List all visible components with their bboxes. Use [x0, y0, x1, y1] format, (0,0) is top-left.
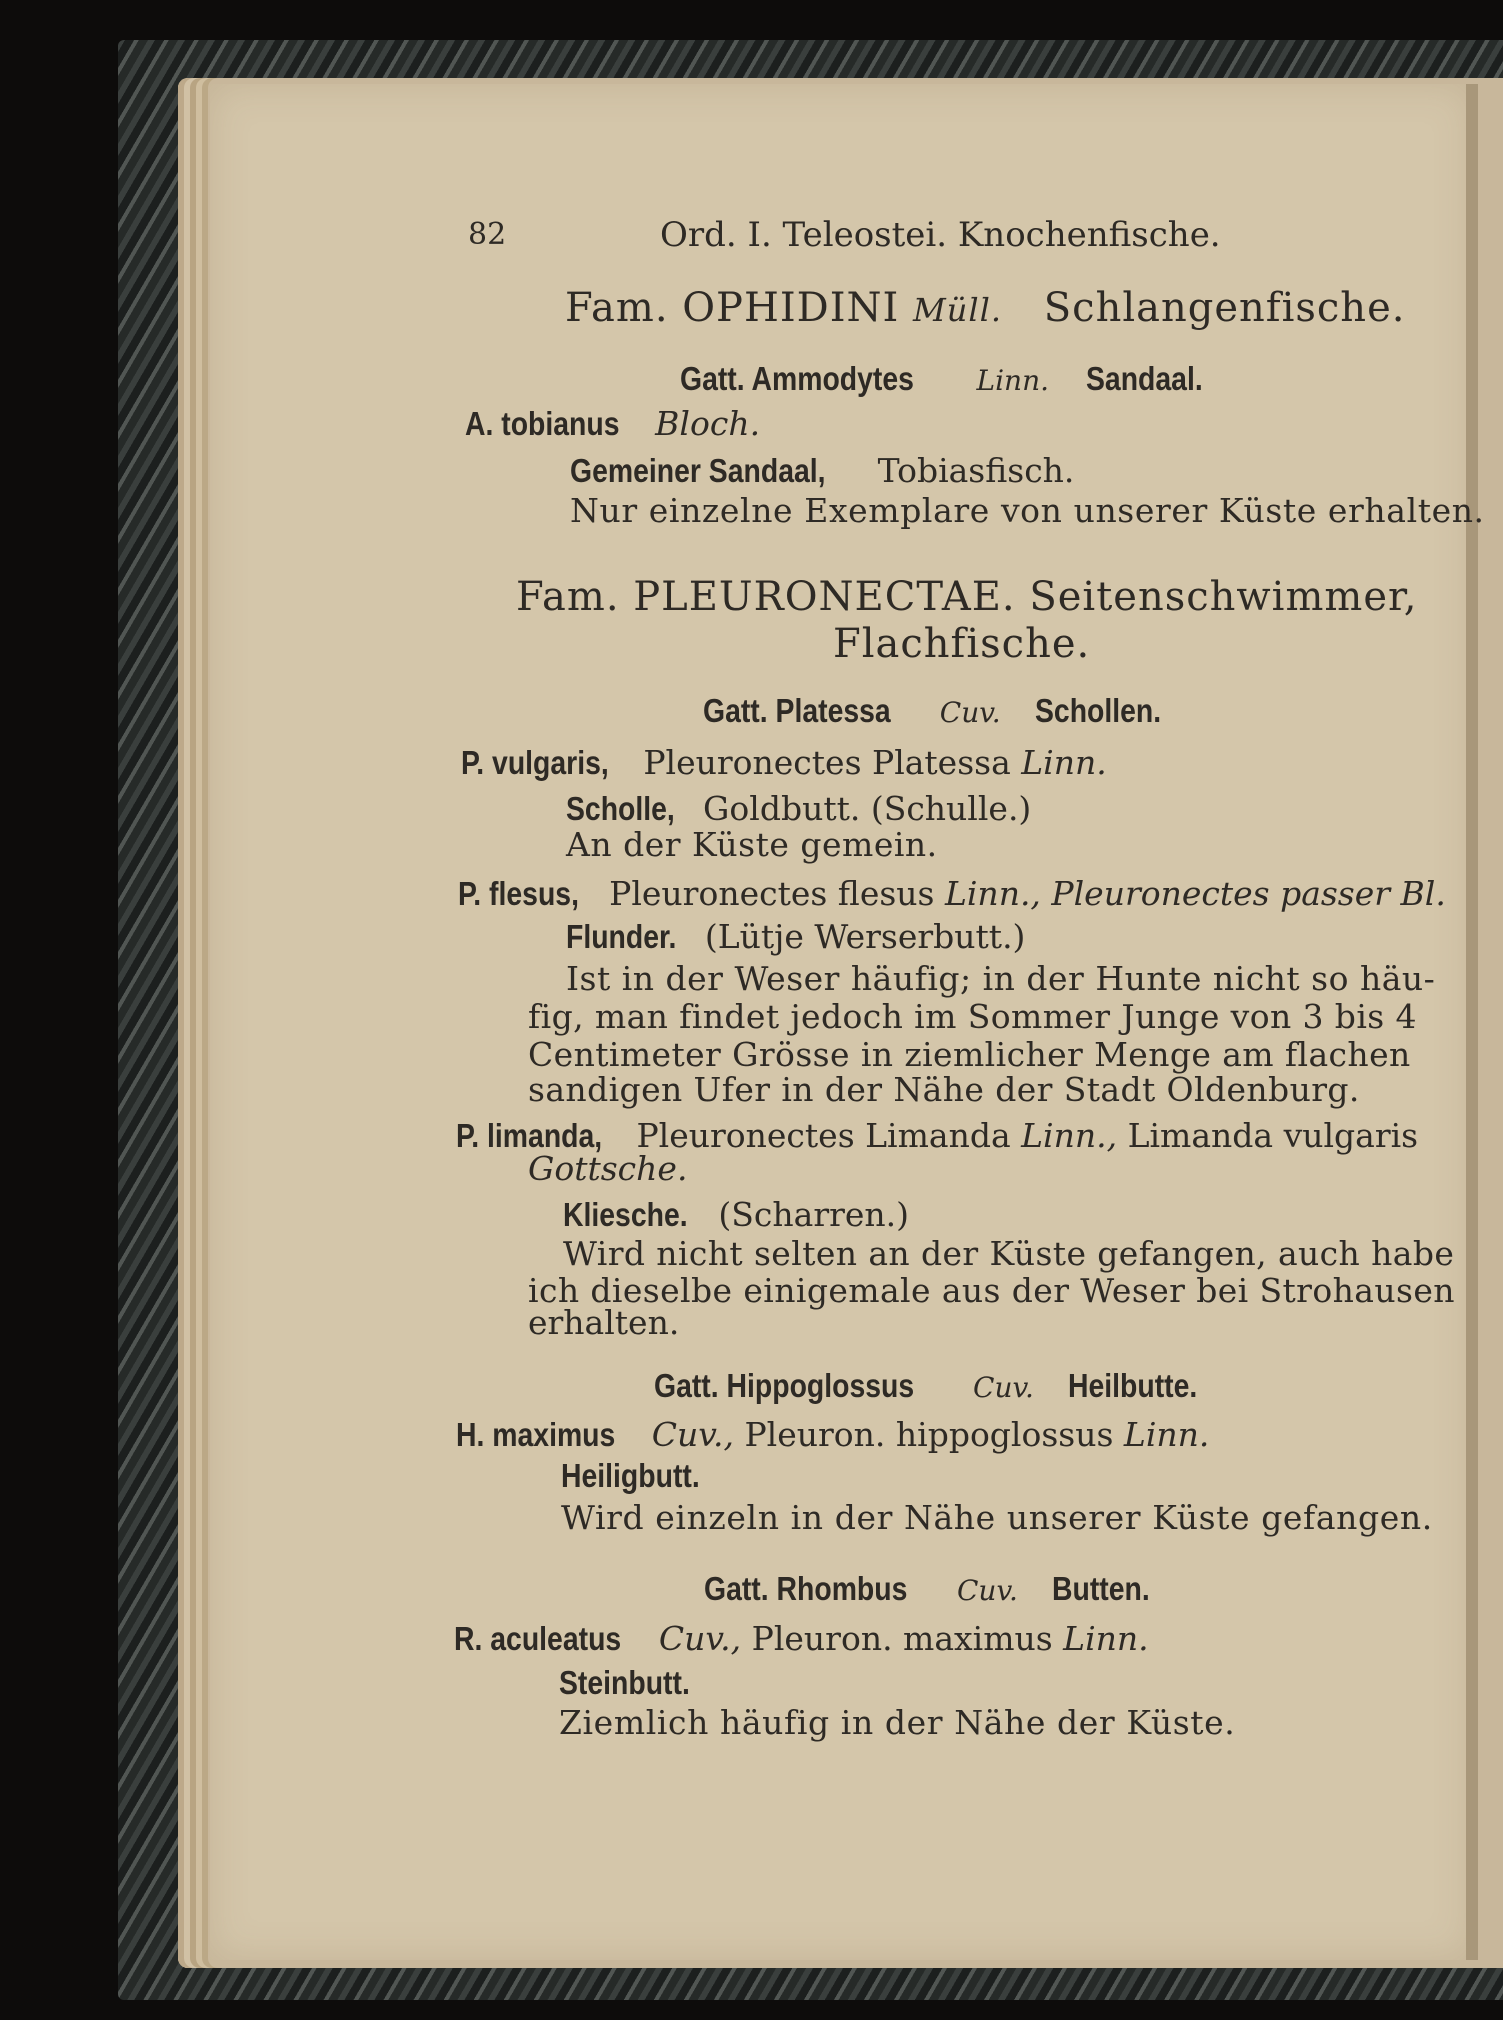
genus-heading: Gatt. Rhombus Cuv. Butten.	[704, 1570, 1151, 1607]
species-note: An der Küste gemein.	[566, 825, 938, 864]
family-heading: Fam. PLEURONECTAE. Seitenschwimmer,	[516, 574, 1418, 620]
species-entry: H. maximus Cuv., Pleuron. hippoglossus Linn.	[456, 1415, 1210, 1454]
page-number: 82	[468, 217, 507, 252]
genus-heading: Gatt. Hippoglossus Cuv. Heilbutte.	[654, 1367, 1198, 1404]
common-name-line: Heiligbutt.	[561, 1457, 700, 1494]
species-note: Ziemlich häufig in der Nähe der Küste.	[559, 1703, 1236, 1742]
species-note: Wird einzeln in der Nähe unserer Küste gefangen.	[561, 1498, 1433, 1537]
species-note: erhalten.	[528, 1303, 680, 1342]
species-note: Nur einzelne Exemplare von unserer Küste erhalten.	[570, 491, 1485, 530]
common-name-line: Gemeiner Sandaal, Tobiasfisch.	[570, 451, 1075, 490]
species-entry: P. vulgaris, Pleuronectes Platessa Linn.	[461, 743, 1107, 782]
common-name-line: Kliesche. (Scharren.)	[563, 1195, 910, 1234]
species-note: ich dieselbe einigemale aus der Weser bei Strohausen	[528, 1271, 1455, 1310]
species-entry: R. aculeatus Cuv., Pleuron. maximus Linn.	[454, 1619, 1149, 1658]
species-authority-cont: Gottsche.	[528, 1149, 688, 1188]
common-name-line: Scholle, Goldbutt. (Schulle.)	[566, 789, 1032, 828]
species-note: Ist in der Weser häufig; in der Hunte nicht so häu-	[566, 959, 1436, 998]
species-note: sandigen Ufer in der Nähe der Stadt Oldenburg.	[528, 1070, 1360, 1109]
species-note: Wird nicht selten an der Küste gefangen, auch habe	[563, 1234, 1455, 1273]
family-heading-cont: Flachfische.	[833, 621, 1091, 667]
genus-heading: Gatt. Platessa Cuv. Schollen.	[703, 692, 1162, 729]
family-heading: Fam. OPHIDINI Müll. Schlangenfische.	[565, 285, 1406, 331]
species-entry: A. tobianus Bloch.	[465, 404, 761, 443]
species-entry: P. flesus, Pleuronectes flesus Linn., Pleuronectes passer Bl.	[458, 874, 1446, 913]
species-note: Centimeter Grösse in ziemlicher Menge am flachen	[528, 1035, 1411, 1074]
genus-heading: Gatt. Ammodytes Linn. Sandaal.	[680, 360, 1203, 397]
common-name-line: Steinbutt.	[559, 1664, 690, 1701]
running-head: Ord. I. Teleostei. Knochenfische.	[660, 215, 1221, 255]
species-entry: P. limanda, Pleuronectes Limanda Linn., Limanda vulgaris	[456, 1116, 1419, 1155]
common-name-line: Flunder. (Lütje Werserbutt.)	[566, 917, 1026, 956]
species-note: fig, man findet jedoch im Sommer Junge von 3 bis 4	[528, 997, 1417, 1036]
page-gutter	[1466, 84, 1478, 1960]
